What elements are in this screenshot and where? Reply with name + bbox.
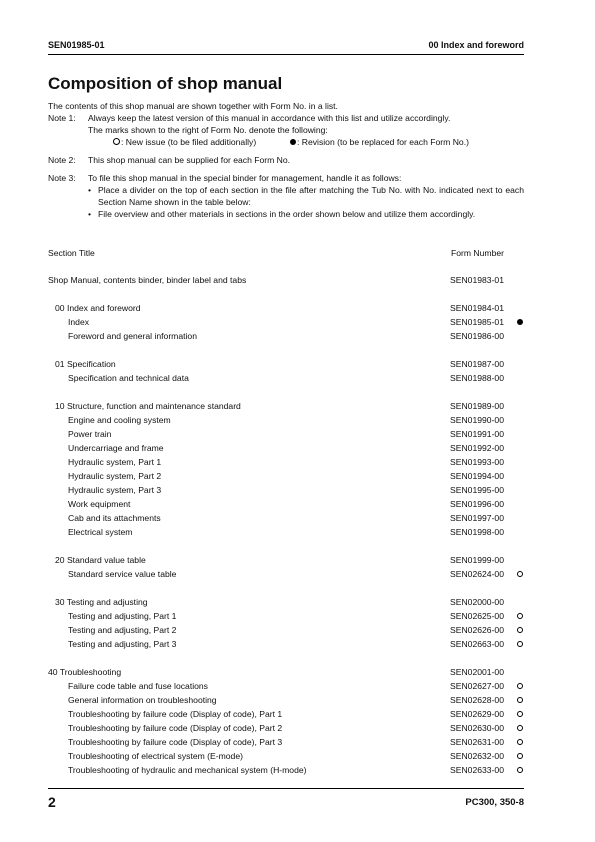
new-issue-icon <box>515 609 525 623</box>
section-title: Work equipment <box>68 499 131 509</box>
form-number: SEN02626-00 <box>450 625 504 635</box>
form-number: SEN01992-00 <box>450 443 504 453</box>
note3-label: Note 3: <box>48 173 76 183</box>
column-header-form-number: Form Number <box>451 248 505 258</box>
page-title: Composition of shop manual <box>48 74 283 93</box>
section-title: 00 Index and foreword <box>55 303 141 313</box>
section-title: Troubleshooting of hydraulic and mechanical system (H-mode) <box>68 765 307 775</box>
section-title: Foreword and general information <box>68 331 197 341</box>
section-title: Hydraulic system, Part 3 <box>68 485 162 495</box>
form-number: SEN01996-00 <box>450 499 504 509</box>
form-number: SEN02001-00 <box>450 667 504 677</box>
note1-line2: The marks shown to the right of Form No. denote the following: <box>88 125 328 135</box>
section-title: General information on troubleshooting <box>68 695 217 705</box>
footer-rule <box>48 788 524 789</box>
new-issue-icon <box>515 707 525 721</box>
table-row <box>48 413 528 427</box>
note3-bullet2: File overview and other materials in sections in the order shown below and utilize them accordingly. <box>98 209 476 219</box>
table-row <box>48 595 528 609</box>
table-row <box>48 749 528 763</box>
table-row <box>48 469 528 483</box>
note1-line1: Always keep the latest version of this manual in accordance with this list and utilize accordingly. <box>88 113 451 123</box>
intro-text: The contents of this shop manual are shown together with Form No. in a list. <box>48 101 338 111</box>
section-title: 30 Testing and adjusting <box>55 597 148 607</box>
table-row <box>48 455 528 469</box>
new-issue-icon <box>515 679 525 693</box>
table-row <box>48 399 528 413</box>
new-issue-icon <box>515 637 525 651</box>
note3-text: To file this shop manual in the special binder for management, handle it as follows: <box>88 173 402 183</box>
table-row <box>48 721 528 735</box>
section-title: Testing and adjusting, Part 2 <box>68 625 177 635</box>
table-row <box>48 665 528 679</box>
form-number: SEN02625-00 <box>450 611 504 621</box>
table-row <box>48 483 528 497</box>
form-number: SEN01985-01 <box>450 317 504 327</box>
section-title: 10 Structure, function and maintenance standard <box>55 401 241 411</box>
form-number: SEN01999-00 <box>450 555 504 565</box>
table-row <box>48 693 528 707</box>
table-row <box>48 553 528 567</box>
new-issue-icon <box>515 763 525 777</box>
form-number: SEN01987-00 <box>450 359 504 369</box>
table-row <box>48 427 528 441</box>
header-doc-number: SEN01985-01 <box>48 40 105 50</box>
note3-bullet1: Place a divider on the top of each section in the file after matching the Tub No. with No. indicated next to each Section Name shown in the table below: <box>98 185 524 207</box>
form-number: SEN02632-00 <box>450 751 504 761</box>
section-title: 20 Standard value table <box>55 555 146 565</box>
form-number: SEN01984-01 <box>450 303 504 313</box>
section-title: Electrical system <box>68 527 133 537</box>
table-row <box>48 273 528 287</box>
legend-new-text: : New issue (to be filed additionally) <box>121 137 257 147</box>
section-title: Standard service value table <box>68 569 177 579</box>
form-number: SEN01988-00 <box>450 373 504 383</box>
section-title: 40 Troubleshooting <box>48 667 122 677</box>
section-title: Cab and its attachments <box>68 513 161 523</box>
table-row <box>48 763 528 777</box>
section-title: Troubleshooting by failure code (Display of code), Part 1 <box>68 709 283 719</box>
table-row <box>48 301 528 315</box>
revision-icon <box>515 315 525 329</box>
section-title: Troubleshooting by failure code (Display of code), Part 2 <box>68 723 283 733</box>
new-issue-icon <box>515 735 525 749</box>
form-number: SEN01983-01 <box>450 275 504 285</box>
new-issue-icon <box>515 749 525 763</box>
footer-model: PC300, 350-8 <box>465 797 524 808</box>
table-row <box>48 315 528 329</box>
section-title: Power train <box>68 429 112 439</box>
legend-rev-text: : Revision (to be replaced for each Form No.) <box>297 137 469 147</box>
form-number: SEN02633-00 <box>450 765 504 775</box>
note1-label: Note 1: <box>48 113 76 123</box>
bullet-icon: • <box>88 209 92 219</box>
new-issue-icon <box>515 567 525 581</box>
form-number: SEN02629-00 <box>450 709 504 719</box>
form-number: SEN01986-00 <box>450 331 504 341</box>
header-section: 00 Index and foreword <box>428 40 524 50</box>
bullet-icon: • <box>88 185 92 195</box>
new-issue-icon <box>515 623 525 637</box>
section-title: Failure code table and fuse locations <box>68 681 208 691</box>
form-number: SEN01998-00 <box>450 527 504 537</box>
form-number: SEN02663-00 <box>450 639 504 649</box>
form-number: SEN02624-00 <box>450 569 504 579</box>
form-number: SEN01990-00 <box>450 415 504 425</box>
table-row <box>48 357 528 371</box>
table-row <box>48 707 528 721</box>
table-row <box>48 623 528 637</box>
table-row <box>48 567 528 581</box>
table-row <box>48 329 528 343</box>
table-row <box>48 371 528 385</box>
form-number: SEN02631-00 <box>450 737 504 747</box>
table-row <box>48 609 528 623</box>
form-number: SEN02630-00 <box>450 723 504 733</box>
form-number: SEN01994-00 <box>450 471 504 481</box>
section-title: Undercarriage and frame <box>68 443 164 453</box>
table-row <box>48 511 528 525</box>
section-title: Troubleshooting of electrical system (E-mode) <box>68 751 243 761</box>
page-number: 2 <box>48 794 56 810</box>
table-row <box>48 679 528 693</box>
filled-circle-icon <box>290 139 296 145</box>
section-title: Index <box>68 317 90 327</box>
section-title: Troubleshooting by failure code (Display of code), Part 3 <box>68 737 283 747</box>
form-number: SEN01997-00 <box>450 513 504 523</box>
table-row <box>48 525 528 539</box>
section-title: Testing and adjusting, Part 1 <box>68 611 177 621</box>
form-number: SEN01993-00 <box>450 457 504 467</box>
section-title: Shop Manual, contents binder, binder label and tabs <box>48 275 247 285</box>
open-circle-icon <box>113 138 120 145</box>
section-title: Hydraulic system, Part 1 <box>68 457 162 467</box>
form-number: SEN01991-00 <box>450 429 504 439</box>
section-title: 01 Specification <box>55 359 116 369</box>
form-number: SEN01989-00 <box>450 401 504 411</box>
section-title: Engine and cooling system <box>68 415 171 425</box>
table-row <box>48 637 528 651</box>
header-rule <box>48 54 524 55</box>
note2-label: Note 2: <box>48 155 76 165</box>
note2-text: This shop manual can be supplied for each Form No. <box>88 155 291 165</box>
table-row <box>48 735 528 749</box>
table-row <box>48 497 528 511</box>
legend-new-issue <box>113 136 256 148</box>
section-title: Testing and adjusting, Part 3 <box>68 639 177 649</box>
new-issue-icon <box>515 721 525 735</box>
form-number: SEN02000-00 <box>450 597 504 607</box>
table-row <box>48 441 528 455</box>
section-title: Hydraulic system, Part 2 <box>68 471 162 481</box>
legend-revision <box>290 136 469 148</box>
form-number: SEN02628-00 <box>450 695 504 705</box>
form-number: SEN02627-00 <box>450 681 504 691</box>
section-title: Specification and technical data <box>68 373 189 383</box>
column-header-section-title: Section Title <box>48 248 95 258</box>
new-issue-icon <box>515 693 525 707</box>
form-number: SEN01995-00 <box>450 485 504 495</box>
